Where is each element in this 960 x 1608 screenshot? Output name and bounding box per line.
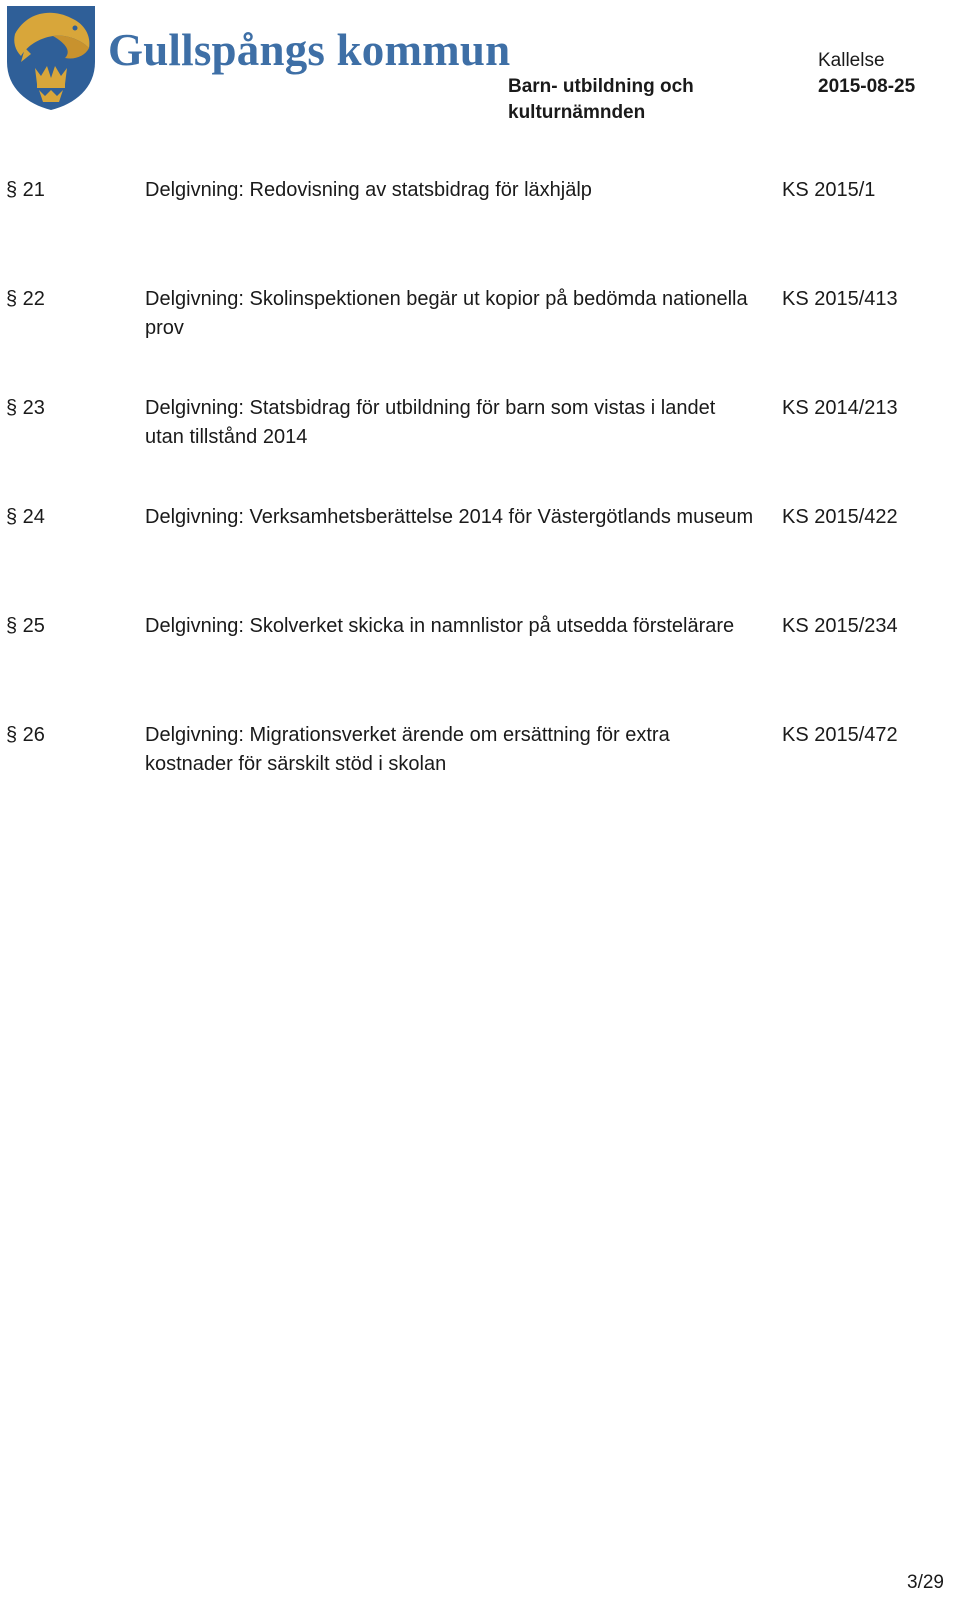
item-title: Delgivning: Verksamhetsberättelse 2014 för Västergötlands museum [145,506,754,528]
agenda-item [0,285,960,394]
item-title: Delgivning: Statsbidrag för utbildning för barn som vistas i landet utan tillstånd 2014 [145,397,716,448]
brand-name: Gullspångs kommun [108,25,511,75]
item-number: § 25 [6,615,45,637]
item-reference: KS 2015/472 [782,724,898,746]
item-title: Delgivning: Skolverket skicka in namnlistor på utsedda förstelärare [145,615,735,637]
agenda-item [0,503,960,612]
document-date: 2015-08-25 [818,76,916,97]
item-reference: KS 2015/234 [782,615,898,637]
item-number: § 23 [6,397,45,419]
item-title: Delgivning: Migrationsverket ärende om ersättning för extra kostnader för särskilt stöd i skolan [145,724,670,775]
item-number: § 22 [6,288,45,310]
page-number: 3/29 [907,1572,944,1593]
item-number: § 21 [6,179,45,201]
item-reference: KS 2015/422 [782,506,898,528]
item-reference: KS 2015/413 [782,288,898,310]
page-header [0,0,960,130]
agenda-item [0,721,960,830]
item-title: Delgivning: Skolinspektionen begär ut kopior på bedömda nationella prov [145,288,748,339]
agenda-item [0,394,960,503]
item-reference: KS 2014/213 [782,397,898,419]
coat-of-arms-icon [5,4,97,112]
document-type: Kallelse [818,50,885,71]
item-reference: KS 2015/1 [782,179,876,201]
committee-name: Barn- utbildning och kulturnämnden [508,76,694,123]
item-title: Delgivning: Redovisning av statsbidrag för läxhjälp [145,179,592,201]
item-number: § 24 [6,506,45,528]
agenda-list [0,176,960,830]
item-number: § 26 [6,724,45,746]
agenda-item [0,612,960,721]
agenda-item [0,176,960,285]
